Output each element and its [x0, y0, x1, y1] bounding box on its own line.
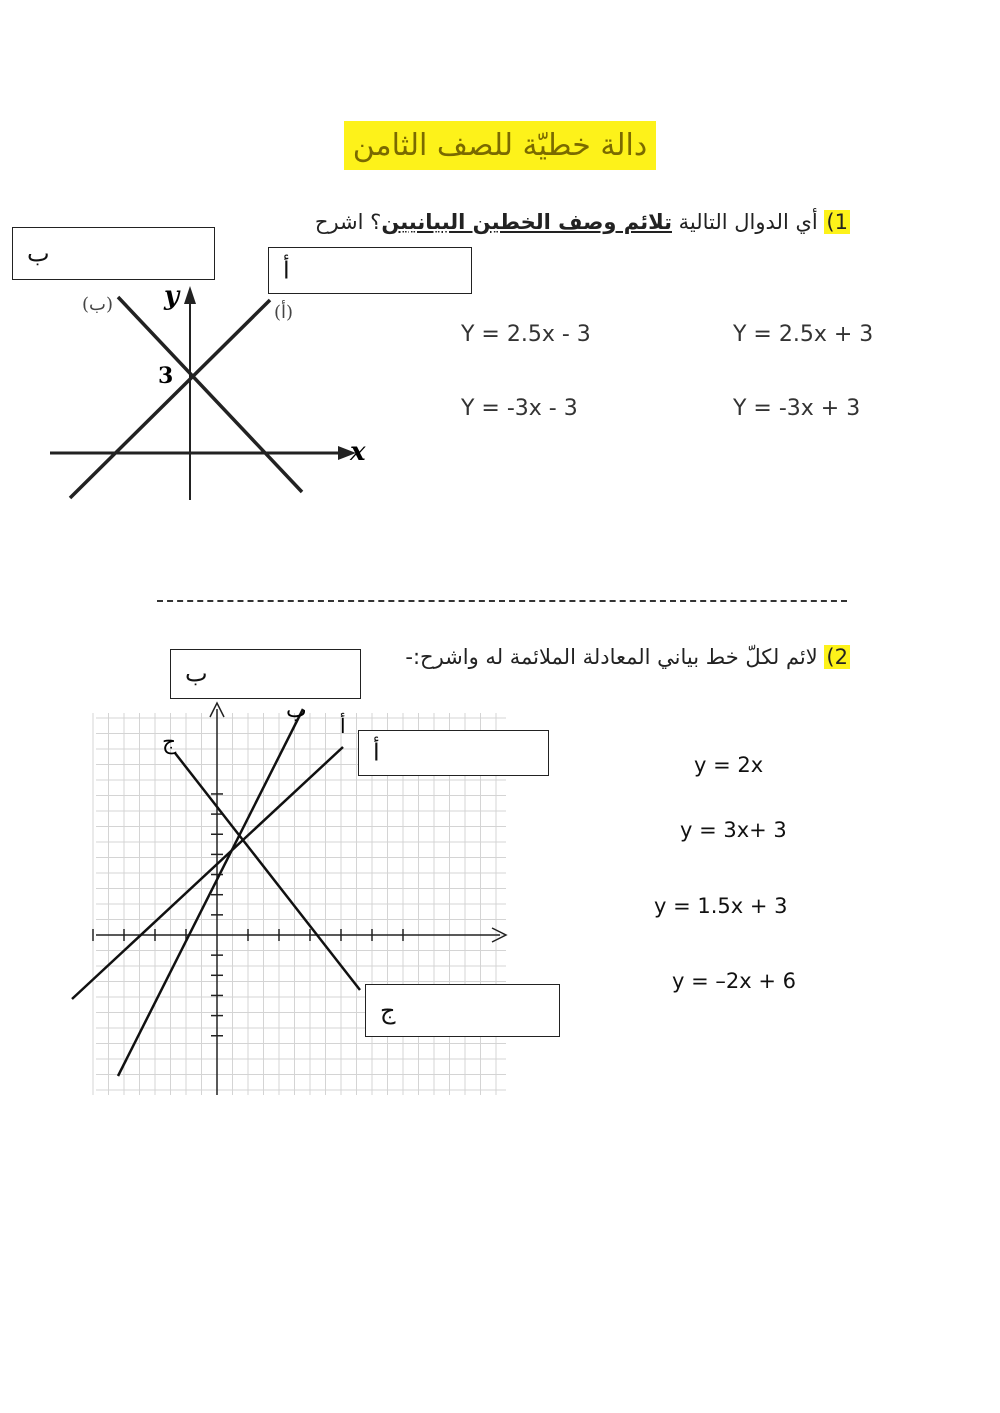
question-2-text	[405, 645, 850, 669]
graph-2-line-j	[175, 753, 360, 990]
question-1-text	[315, 210, 850, 234]
q2-equation-4: y = –2x + 6	[672, 969, 796, 993]
q2-equation-2: y = 3x+ 3	[680, 818, 787, 842]
answer-box-a-label: أ	[283, 255, 290, 284]
question-1-prefix: أي الدوال التالية	[671, 210, 825, 234]
graph-2-label-j: ج	[162, 730, 177, 755]
graph-1-line-b-label: (ب)	[82, 294, 114, 315]
graph-2-label-b: ب	[286, 698, 307, 723]
graph-2-label-a: أ	[340, 714, 346, 738]
graph-1-intercept-label: 3	[158, 363, 174, 389]
answer-box-b[interactable]	[12, 227, 215, 280]
answer-box-a-2[interactable]	[358, 730, 549, 776]
question-2-number: 2)	[826, 645, 848, 669]
q1-equation-3: Y = -3x + 3	[733, 396, 861, 421]
answer-box-a-2-label: أ	[373, 738, 380, 767]
question-1-number: 1)	[826, 210, 848, 234]
answer-box-b-2[interactable]	[170, 649, 361, 699]
page-title: دالة خطيّة للصف الثامن	[344, 121, 656, 170]
graph-1-line-b	[118, 297, 302, 492]
graph-1-line-a-label: (أ)	[274, 302, 294, 323]
graph-1	[40, 280, 380, 510]
answer-box-j-label: ج	[380, 995, 396, 1024]
question-2-body: لائم لكلّ خط بياني المعادلة الملائمة له واشرح:-	[405, 645, 825, 669]
graph-1-line-a	[70, 300, 270, 498]
graph-1-x-label: x	[350, 437, 366, 467]
q2-equation-3: y = 1.5x + 3	[654, 894, 788, 918]
section-divider	[157, 600, 847, 602]
answer-box-b-2-label: ب	[185, 659, 208, 688]
q1-equation-2: Y = 2.5x - 3	[461, 322, 591, 347]
graph-1-y-label: y	[164, 281, 180, 311]
answer-box-b-label: ب	[27, 238, 50, 267]
graph-1-y-arrow	[184, 286, 196, 304]
q2-equation-1: y = 2x	[694, 753, 764, 777]
question-1-emphasis: تلائم وصف الخطين البيانيين	[381, 210, 672, 234]
q1-equation-1: Y = 2.5x + 3	[733, 322, 874, 347]
question-1-suffix: ؟ اشرح	[314, 210, 382, 234]
answer-box-j[interactable]	[365, 984, 560, 1037]
q1-equation-4: Y = -3x - 3	[461, 396, 578, 421]
